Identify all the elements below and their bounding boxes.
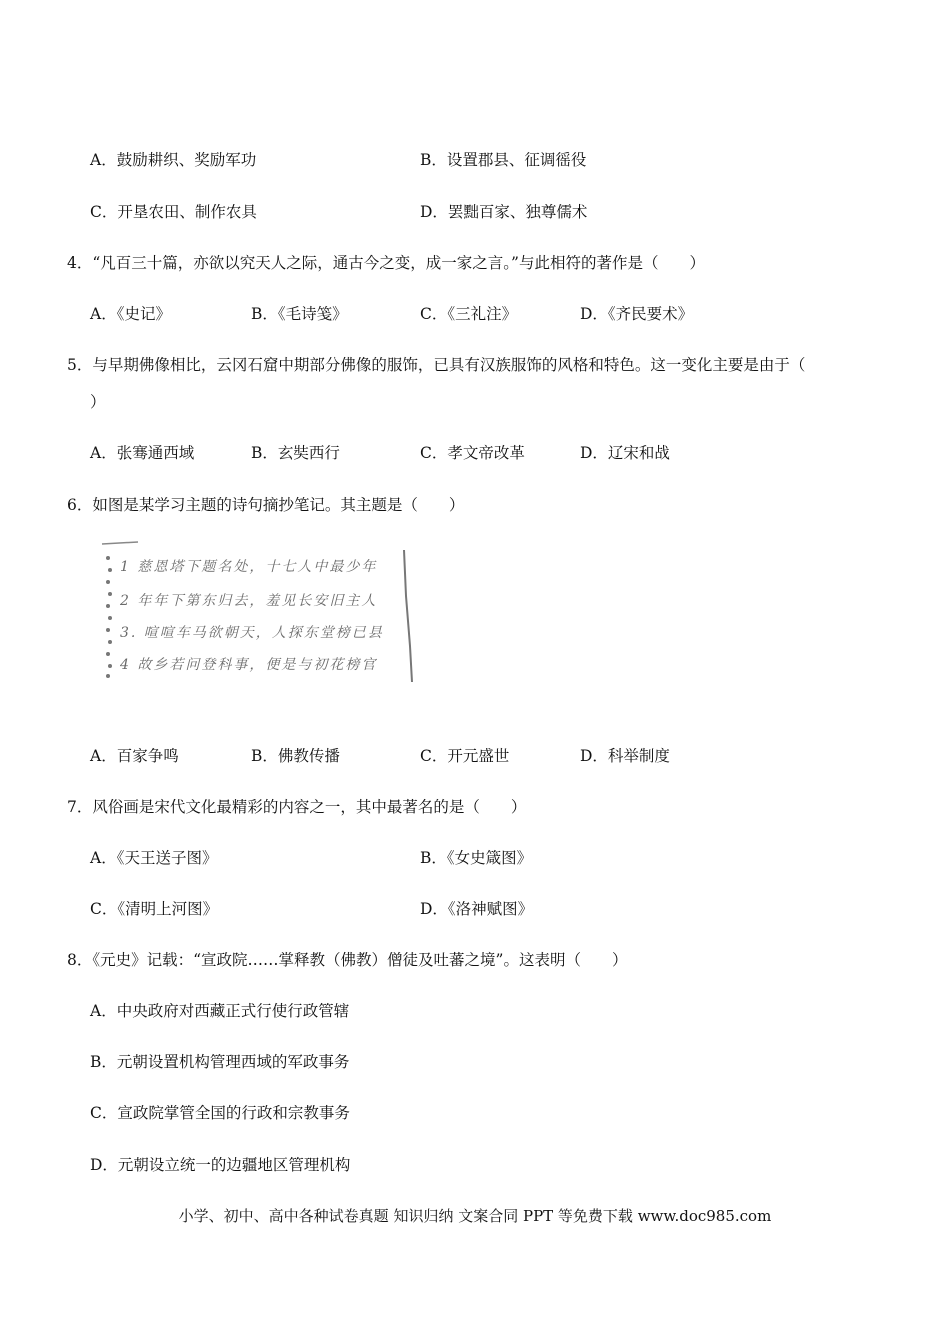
note-line-3: 3. 喧喧车马欲朝天，人探东堂榜已县 [120, 625, 384, 641]
poem-notes-image [98, 536, 418, 684]
q6-option-b: B．佛教传播 [251, 747, 340, 765]
q8-option-d: D．元朝设立统一的边疆地区管理机构 [90, 1156, 351, 1174]
note-line-1: 1 慈恩塔下题名处，十七人中最少年 [120, 559, 378, 575]
q8-option-b: B．元朝设置机构管理西域的军政事务 [90, 1053, 350, 1071]
q4-stem: 4．“凡百三十篇，亦欲以究天人之际，通古今之变，成一家之言。”与此相符的著作是（ ） [67, 254, 705, 272]
q6-stem: 6．如图是某学习主题的诗句摘抄笔记。其主题是（ ） [67, 496, 465, 514]
q3-option-a: A．鼓励耕织、奖励军功 [90, 151, 257, 169]
q7-stem: 7．风俗画是宋代文化最精彩的内容之一，其中最著名的是（ ） [67, 798, 527, 816]
q8-stem: 8．《元史》记载：“宣政院……掌释教（佛教）僧徒及吐蕃之境”。这表明（ ） [67, 951, 628, 969]
q6-option-c: C．开元盛世 [420, 747, 510, 765]
q7-option-b: B．《女史箴图》 [420, 849, 533, 867]
q6-option-d: D．科举制度 [580, 747, 670, 765]
q5-option-c: C．孝文帝改革 [420, 444, 525, 462]
page-footer: 小学、初中、高中各种试卷真题 知识归纳 文案合同 PPT 等免费下载 www.doc985.com [178, 1207, 772, 1225]
q3-option-b: B．设置郡县、征调徭役 [420, 151, 587, 169]
q5-option-d: D．辽宋和战 [580, 444, 670, 462]
q7-option-c: C．《清明上河图》 [90, 900, 219, 918]
q3-option-d: D．罢黜百家、独尊儒术 [420, 203, 588, 221]
q4-option-b: B．《毛诗笺》 [251, 305, 348, 323]
q5-option-b: B．玄奘西行 [251, 444, 340, 462]
q7-option-a: A．《天王送子图》 [90, 849, 218, 867]
q3-option-c: C．开垦农田、制作农具 [90, 203, 257, 221]
q7-option-d: D．《洛神赋图》 [420, 900, 534, 918]
q5-stem-line1: 5．与早期佛像相比，云冈石窟中期部分佛像的服饰，已具有汉族服饰的风格和特色。这一变化主要是由于（ [67, 356, 806, 374]
note-line-4: 4 故乡若问登科事，便是与初花榜官 [120, 657, 378, 673]
q8-option-c: C．宣政院掌管全国的行政和宗教事务 [90, 1104, 350, 1122]
q4-option-a: A．《史记》 [90, 305, 171, 323]
q5-stem-line2: ） [90, 393, 106, 411]
q5-option-a: A．张骞通西域 [90, 444, 195, 462]
note-line-2: 2 年年下第东归去，羞见长安旧主人 [120, 593, 378, 609]
q4-option-d: D．《齐民要术》 [580, 305, 694, 323]
q8-option-a: A．中央政府对西藏正式行使行政管辖 [90, 1002, 350, 1020]
q6-option-a: A．百家争鸣 [90, 747, 179, 765]
q4-option-c: C．《三礼注》 [420, 305, 518, 323]
